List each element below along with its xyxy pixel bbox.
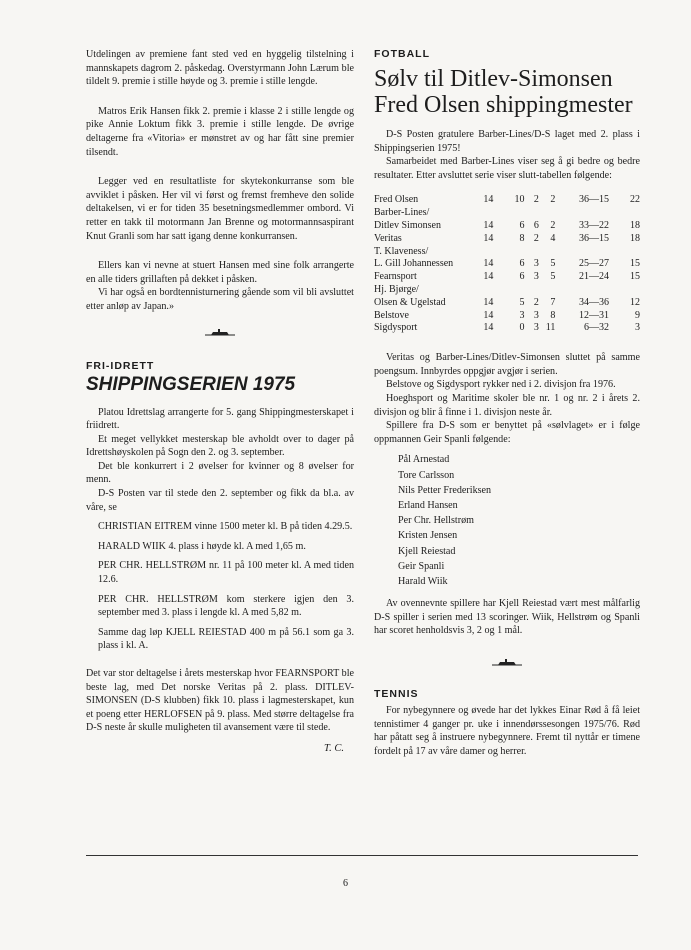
league-table-row bbox=[374, 271, 640, 284]
league-cell-team: Barber-Lines/ bbox=[374, 207, 430, 219]
player-item: Nils Petter Frederiksen bbox=[398, 484, 492, 496]
league-cell-pts: 12 bbox=[630, 296, 640, 308]
league-table-row bbox=[374, 258, 640, 271]
player-item: Erland Hansen bbox=[398, 499, 458, 511]
league-table-row bbox=[374, 310, 640, 323]
league-cell-goals bbox=[555, 284, 609, 297]
league-table-row bbox=[374, 194, 640, 207]
league-cell-goals: 21—24 bbox=[579, 271, 610, 283]
headline-line-1: Sølv til Ditlev-Simonsen bbox=[374, 66, 613, 92]
league-cell-team: Hj. Bjørge/ bbox=[374, 283, 419, 295]
league-cell-p: 14 bbox=[483, 219, 494, 231]
league-cell-w: 6 bbox=[519, 258, 525, 270]
league-cell-pts bbox=[609, 207, 640, 220]
footer-rule bbox=[86, 855, 638, 856]
league-cell-goals bbox=[555, 246, 609, 259]
league-table-row bbox=[374, 297, 640, 310]
league-cell-team: Ditlev Simonsen bbox=[374, 219, 441, 231]
section-label-tennis: TENNIS bbox=[374, 687, 419, 700]
league-cell-d: 2 bbox=[533, 296, 539, 308]
league-cell-p bbox=[475, 246, 502, 259]
league-cell-d: 6 bbox=[533, 219, 539, 231]
league-cell-pts bbox=[609, 246, 640, 259]
league-cell-p: 14 bbox=[483, 296, 494, 308]
fri-idrett-paragraph-1: Platou Idrettslag arrangerte for 5. gang Shippingmesterskapet i friidrett. bbox=[86, 406, 354, 432]
league-cell-l bbox=[539, 207, 555, 220]
signature: T. C. bbox=[324, 742, 344, 754]
league-cell-w bbox=[502, 246, 525, 259]
league-cell-pts: 9 bbox=[635, 309, 640, 321]
league-cell-goals bbox=[555, 207, 609, 220]
league-cell-team: Fred Olsen bbox=[374, 194, 419, 206]
fri-idrett-paragraph-5: Det var stor deltagelse i årets mesterskap hvor FEARNSPORT ble beste lag, med Det norske Veritas på 2. plass. DITLEV-SIMONSEN (D-S klubben) fikk 10. plass i lagmesterskapet, kun et poeng etter HERLOFSEN på 9. plass. Med større deltagelse fra D-S neste år skulle muligheten til avansement være til stede. bbox=[86, 668, 354, 734]
fotball-paragraph-2: Samarbeidet med Barber-Lines viser seg å gi bedre og bedre resultater. Etter avsluttet serie viser slutt-tabellen følgende: bbox=[374, 156, 640, 181]
league-cell-d bbox=[525, 207, 539, 220]
intro-paragraph-1: Utdelingen av premiene fant sted ved en hyggelig tilstelning i mannskapets dagrom 2. påskedag. Overstyrmann John Lærum ble tildelt 9. premie i stille høyde og 3. premie i stille lengde. bbox=[86, 49, 354, 88]
league-table-row bbox=[374, 284, 640, 297]
fri-idrett-paragraph-2: Et meget vellykket mesterskap ble avholdt over to dager på Idrettshøyskolen på Sogn den 2. og 3. september. bbox=[86, 433, 354, 459]
league-cell-pts: 22 bbox=[630, 194, 640, 206]
league-cell-pts: 3 bbox=[635, 322, 640, 334]
league-cell-pts bbox=[609, 284, 640, 297]
league-cell-d bbox=[525, 284, 539, 297]
league-cell-pts: 18 bbox=[630, 232, 640, 244]
league-cell-l: 2 bbox=[550, 194, 556, 206]
league-cell-w bbox=[502, 207, 525, 220]
left-column bbox=[86, 48, 354, 754]
fotball-paragraph-3: Veritas og Barber-Lines/Ditlev-Simonsen sluttet på samme poengsum. Innbyrdes oppgjør avgjør i serien. bbox=[374, 352, 640, 377]
section-title-shippingserien: SHIPPINGSERIEN 1975 bbox=[86, 373, 296, 395]
league-cell-p: 14 bbox=[483, 309, 494, 321]
league-cell-w: 0 bbox=[519, 322, 525, 334]
league-cell-p: 14 bbox=[483, 258, 494, 270]
league-cell-p bbox=[475, 207, 502, 220]
result-item: Samme dag løp KJELL REIESTAD 400 m på 56.1 som ga 3. plass i kl. A. bbox=[98, 626, 354, 652]
intro-paragraph-4: Ellers kan vi nevne at stuert Hansen med sine folk arrangerte en alle tiders grillaften på dekket i påsken. bbox=[86, 260, 354, 285]
player-item: Tore Carlsson bbox=[398, 469, 455, 481]
league-cell-team: Belstove bbox=[374, 309, 409, 321]
league-cell-team: Veritas bbox=[374, 232, 402, 244]
league-cell-w bbox=[502, 284, 525, 297]
league-cell-w: 6 bbox=[519, 271, 525, 283]
result-item: PER CHR. HELLSTRØM kom sterkere igjen den 3. september med 3. plass i lengde kl. A med 5,82 m. bbox=[98, 593, 354, 619]
league-cell-p: 14 bbox=[483, 322, 494, 334]
ship-icon bbox=[205, 328, 235, 338]
league-cell-d: 2 bbox=[533, 194, 539, 206]
league-cell-w: 10 bbox=[514, 194, 525, 206]
result-item: HARALD WIIK 4. plass i høyde kl. A med 1,65 m. bbox=[98, 540, 306, 552]
league-cell-pts: 15 bbox=[630, 258, 640, 270]
league-cell-l: 8 bbox=[550, 309, 556, 321]
league-cell-p: 14 bbox=[483, 271, 494, 283]
section-label-fotball: FOTBALL bbox=[374, 48, 430, 60]
result-item: PER CHR. HELLSTRØM nr. 11 på 100 meter kl. A med tiden 12.6. bbox=[98, 560, 354, 586]
player-item: Kristen Jensen bbox=[398, 530, 458, 542]
fotball-paragraph-6: Spillere fra D-S som er benyttet på «sølvlaget» er i følge oppmannen Geir Spanli følgende: bbox=[374, 420, 640, 445]
league-cell-goals: 25—27 bbox=[579, 258, 610, 270]
fotball-paragraph-1: D-S Posten gratulere Barber-Lines/D-S laget med 2. plass i Shippingserien 1975! bbox=[374, 129, 640, 154]
league-cell-pts: 18 bbox=[630, 219, 640, 231]
league-cell-d: 3 bbox=[533, 258, 539, 270]
results-list bbox=[86, 520, 354, 653]
league-cell-l: 7 bbox=[550, 296, 556, 308]
league-cell-l: 2 bbox=[550, 219, 556, 231]
league-table-row bbox=[374, 246, 640, 259]
fotball-paragraph-7: Av ovennevnte spillere har Kjell Reiestad vært mest målfarlig D-S spiller i serien med 13 scoringer. Wiik, Hellstrøm og Spanli har scoret henholdsvis 3, 2 og 1 mål. bbox=[374, 598, 640, 637]
player-item: Harald Wiik bbox=[398, 575, 448, 587]
league-cell-w: 3 bbox=[519, 309, 525, 321]
fotball-paragraph-5: Hoeghsport og Maritime skoler ble nr. 1 og nr. 2 i årets 2. divisjon og blir å finne i 1. divisjon neste år. bbox=[374, 392, 640, 418]
league-cell-goals: 34—36 bbox=[579, 296, 610, 308]
league-cell-goals: 36—15 bbox=[579, 194, 610, 206]
result-item: CHRISTIAN EITREM vinne 1500 meter kl. B på tiden 4.29.5. bbox=[98, 521, 353, 533]
intro-paragraph-2: Matros Erik Hansen fikk 2. premie i klasse 2 i stille lengde og pike Annie Loktum fikk 3. premie i stille lengde. De øvrige deltagerne fra «Vitoria» er mønstret av og har fått sine premier tilsendt. bbox=[86, 105, 354, 158]
league-cell-w: 8 bbox=[519, 232, 525, 244]
league-cell-d: 3 bbox=[533, 322, 539, 334]
league-cell-l: 4 bbox=[550, 232, 556, 244]
ship-icon bbox=[492, 658, 522, 668]
league-cell-d: 3 bbox=[533, 309, 539, 321]
league-cell-team: T. Klaveness/ bbox=[374, 245, 429, 257]
player-item: Geir Spanli bbox=[398, 560, 445, 572]
player-item: Pål Arnestad bbox=[398, 454, 450, 466]
tennis-paragraph: For nybegynnere og øvede har det lykkes Einar Rød å få leiet tennistimer 4 ganger pr. uke i innendørssesongen 1975/76. Rød har påtatt seg å instruere nybegynnere. Fremt til nyttår er timene fordelt på 17 av våre damer og herrer. bbox=[374, 704, 640, 757]
league-cell-l: 5 bbox=[550, 271, 556, 283]
league-cell-pts: 15 bbox=[630, 271, 640, 283]
league-cell-p bbox=[475, 284, 502, 297]
intro-paragraph-5: Vi har også en bordtennisturnering gående som vil bli avsluttet etter anløp av Japan.» bbox=[86, 287, 354, 312]
league-table bbox=[374, 194, 640, 335]
player-item: Kjell Reiestad bbox=[398, 545, 456, 557]
right-column bbox=[374, 48, 640, 758]
league-cell-p: 14 bbox=[483, 194, 494, 206]
league-table-row bbox=[374, 220, 640, 233]
league-cell-team: Sigdysport bbox=[374, 322, 418, 334]
league-cell-w: 5 bbox=[519, 296, 525, 308]
section-label-fri-idrett: FRI-IDRETT bbox=[86, 359, 155, 372]
league-table-row bbox=[374, 207, 640, 220]
league-cell-l bbox=[539, 284, 555, 297]
league-table-row bbox=[374, 322, 640, 335]
league-cell-d: 3 bbox=[533, 271, 539, 283]
intro-paragraph-3: Legger ved en resultatliste for skytekonkurranse som ble avviklet i påsken. Her vil vi først og fremst fremheve den solide deltakelsen, vi er for tiden 35 besetningsmedlemmer ombord. Vi retter en takk til motormann Jan Brenne og motormannsaspirant Knut Granli som har satt igang denne konkurransen. bbox=[86, 176, 354, 242]
fotball-paragraph-4: Belstove og Sigdysport rykker ned i 2. divisjon fra 1976. bbox=[386, 379, 616, 391]
league-cell-team: Fearnsport bbox=[374, 271, 417, 283]
league-cell-team: L. Gill Johannessen bbox=[374, 258, 454, 270]
player-item: Per Chr. Hellstrøm bbox=[398, 515, 474, 527]
league-cell-p: 14 bbox=[483, 232, 494, 244]
league-cell-goals: 33—22 bbox=[579, 219, 610, 231]
league-cell-d: 2 bbox=[533, 232, 539, 244]
league-cell-l: 11 bbox=[545, 322, 556, 334]
league-table-row bbox=[374, 233, 640, 246]
fri-idrett-paragraph-3: Det ble konkurrert i 2 øvelser for kvinner og 8 øvelser for menn. bbox=[86, 460, 354, 486]
league-cell-goals: 6—32 bbox=[584, 322, 610, 334]
league-cell-l: 5 bbox=[550, 258, 556, 270]
league-cell-w: 6 bbox=[519, 219, 525, 231]
headline-line-2: Fred Olsen shippingmester bbox=[374, 92, 633, 118]
league-cell-l bbox=[539, 246, 555, 259]
players-list bbox=[374, 452, 640, 589]
league-cell-goals: 36—15 bbox=[579, 232, 610, 244]
league-cell-goals: 12—31 bbox=[579, 309, 610, 321]
fri-idrett-paragraph-4: D-S Posten var til stede den 2. september og fikk da bl.a. av våre, se bbox=[86, 488, 354, 513]
page-number: 6 bbox=[343, 878, 348, 889]
league-cell-d bbox=[525, 246, 539, 259]
league-cell-team: Olsen & Ugelstad bbox=[374, 296, 446, 308]
